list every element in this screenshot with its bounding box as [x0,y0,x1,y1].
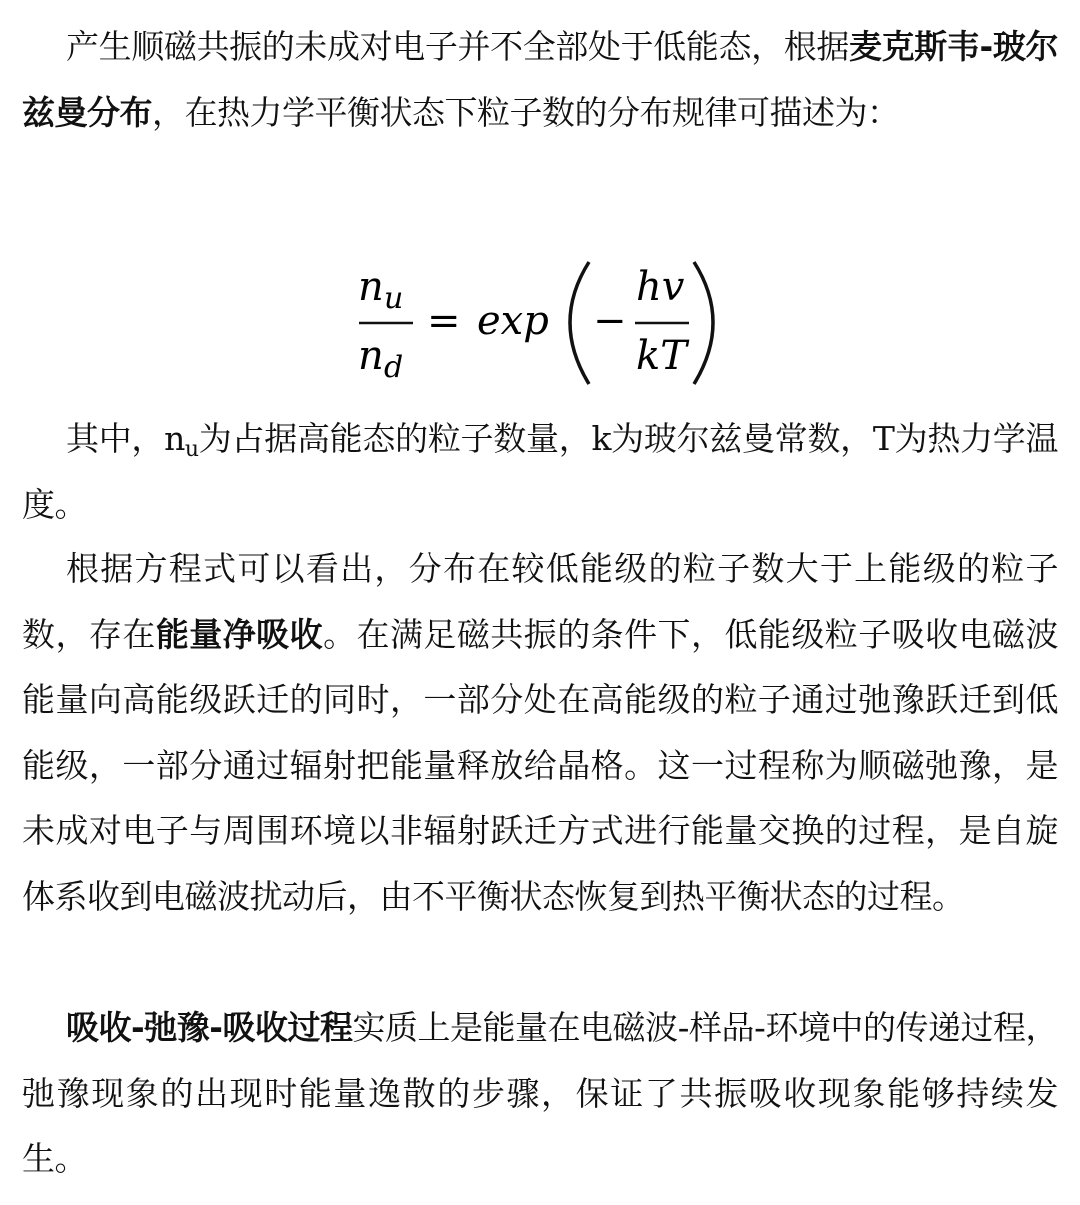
formula-numerator-sub: u [384,281,404,316]
formula-equals-sign: = [427,298,461,344]
formula-right-paren [694,262,713,384]
paragraph2-text-b: 为占据高能态的粒子数量， [198,419,592,458]
paragraph2-text-a: 其中， [66,419,165,458]
formula-svg [355,256,735,396]
paragraph2-text-d: 为热力学温度。 [22,419,1059,524]
formula-numerator-var: n [358,264,384,310]
paragraph1-text-b: ，在热力学平衡状态下粒子数的分布规律可描述为： [152,92,900,132]
paragraph1-bold-term: 麦克斯韦-玻尔兹曼分布 [22,27,1059,132]
variable-n: n [164,419,185,458]
paragraph3-bold-term: 能量净吸收 [155,614,324,654]
paragraph2-text-c: 为玻尔兹曼常数， [610,419,873,458]
paragraph-variable-definitions [22,406,1058,537]
variable-T: T [872,419,895,458]
formula-inner-denominator: kT [636,333,687,379]
paragraph-relaxation [22,536,1058,929]
variable-n-subscript: u [184,437,199,462]
formula-inner-numerator: hv [636,264,685,310]
paragraph4-text-a: 实质上是能量在电磁波-样品-环境中的传递过程，弛豫现象的出现时能量逸散的步骤，保证了共振吸收现象能够持续发生。 [22,1008,1058,1178]
paragraph3-text-a: 根据方程式可以看出，分布在较低能级的粒子数大于上能级的粒子数，存在 [22,549,1058,654]
formula-denominator-var: n [358,333,384,379]
paragraph-absorption-process [22,995,1058,1192]
variable-k: k [591,419,611,458]
paragraph4-bold-term: 吸收-弛豫-吸收过程 [66,1008,353,1047]
paragraph3-text-b: 。在满足磁共振的条件下，低能级粒子吸收电磁波能量向高能级跃迁的同时，一部分处在高能级的粒子通过弛豫跃迁到低能级，一部分通过辐射把能量释放给晶格。这一过程称为顺磁弛豫，是未成对电子与周围环境以非辐射跃迁方式进行能量交换的过程，是自旋体系收到电磁波扰动后，由不平衡状态恢复到热平衡状态的过程。 [22,614,1059,916]
boltzmann-formula [355,256,735,396]
paragraph-boltzmann-intro [22,14,1058,145]
formula-minus-sign: − [593,298,627,344]
formula-denominator-sub: d [384,350,404,385]
paragraph1-text-a: 产生顺磁共振的未成对电子并不全部处于低能态，根据 [66,27,850,66]
formula-left-paren [570,262,589,384]
formula-exp-function: exp [477,298,549,344]
